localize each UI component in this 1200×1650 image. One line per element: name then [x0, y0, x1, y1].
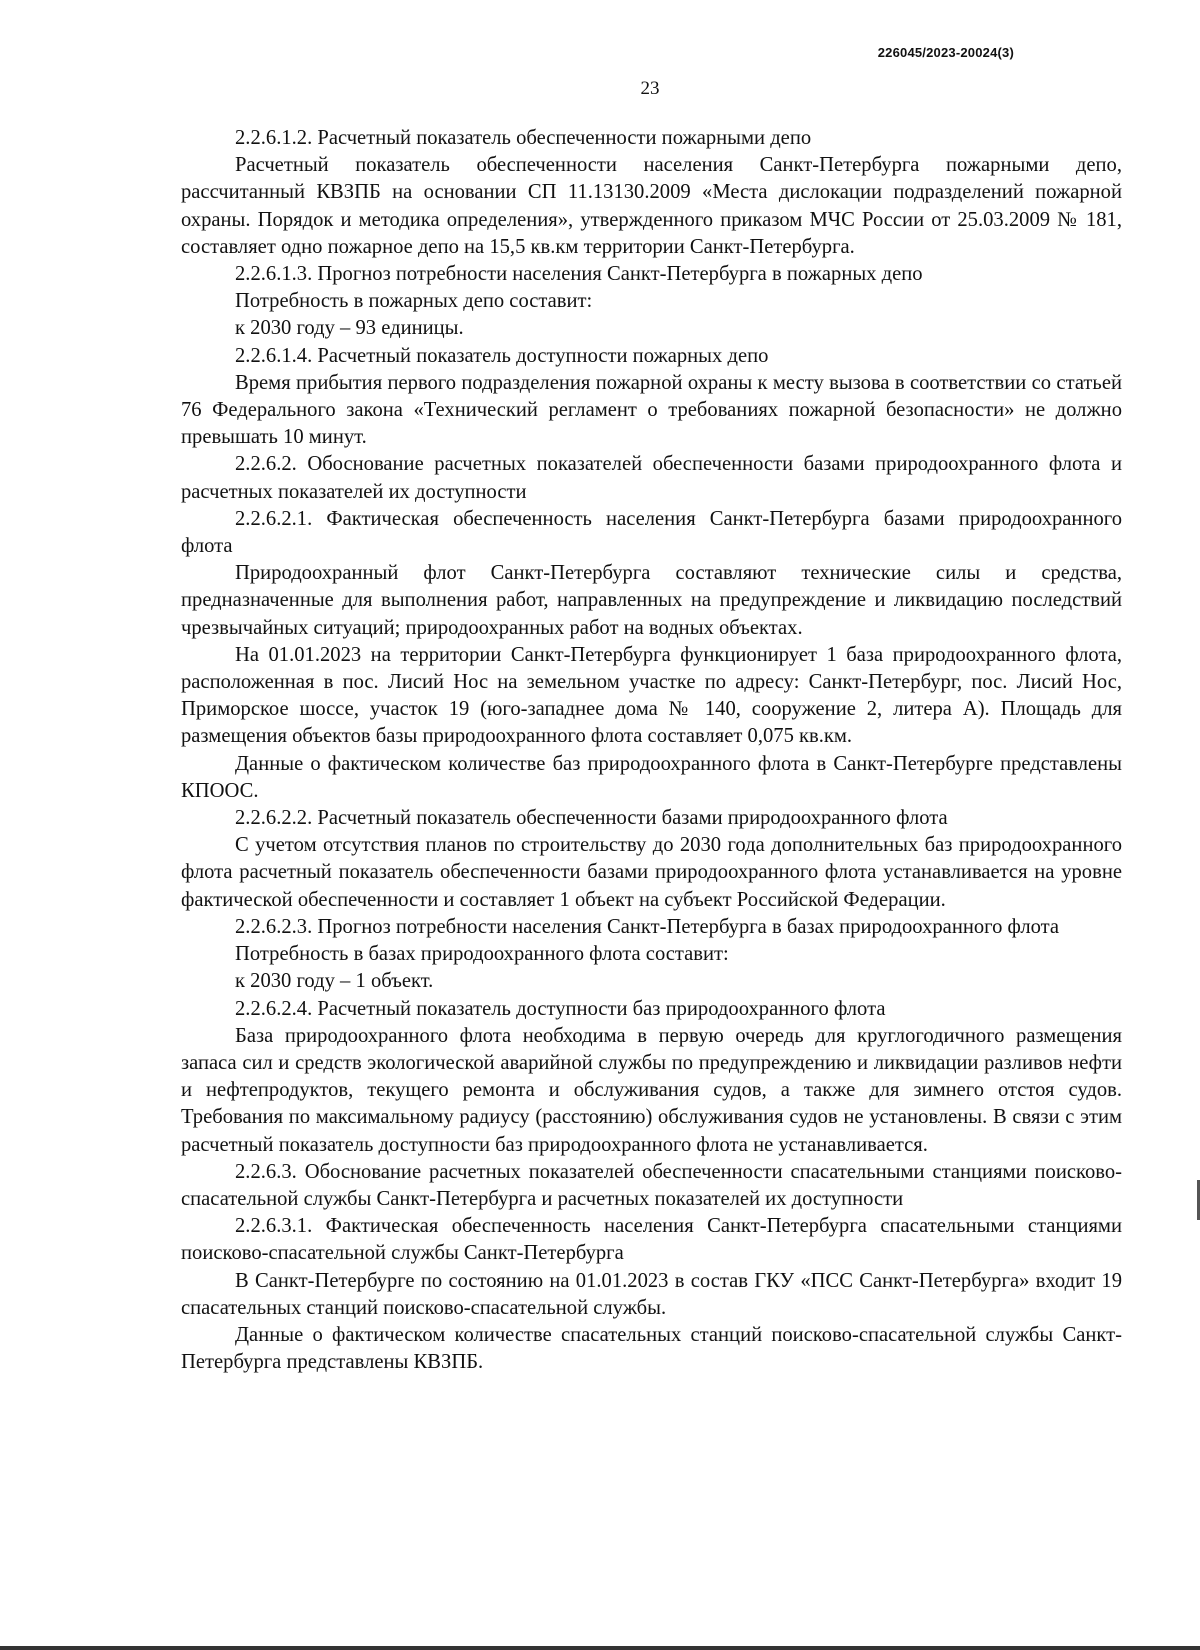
section-heading: 2.2.6.1.3. Прогноз потребности населения Санкт-Петербурга в пожарных депо: [235, 263, 923, 286]
page-number: 23: [640, 78, 660, 99]
paragraph: Расчетный показатель обеспеченности населения Санкт-Петербурга пожарными депо, рассчитанный КВЗПБ на основании СП 11.13130.2009 «Места дислокации подразделений пожарной охраны. Порядок и методика определения», утвержденного приказом МЧС России от 25.03.2009 № 181, составляет одно пожарное депо на 15,5 кв.км территории Санкт-Петербурга.: [181, 154, 1122, 258]
paragraph: В Санкт-Петербурге по состоянию на 01.01.2023 в состав ГКУ «ПСС Санкт-Петербурга» входит 19 спасательных станций поисково-спасательной службы.: [181, 1269, 1122, 1319]
paragraph: к 2030 году – 1 объект.: [235, 970, 434, 993]
paragraph: Данные о фактическом количестве спасательных станций поисково-спасательной службы Санкт-Петербурга представлены КВЗПБ.: [181, 1323, 1122, 1374]
document-registration-number: 226045/2023-20024(3): [877, 45, 1014, 60]
paragraph: Потребность в базах природоохранного флота составит:: [235, 943, 729, 966]
section-heading: 2.2.6.2.1. Фактическая обеспеченность населения Санкт-Петербурга базами природоохранного флота: [181, 507, 1122, 558]
paragraph: Потребность в пожарных депо составит:: [235, 290, 593, 313]
section-heading: 2.2.6.1.2. Расчетный показатель обеспеченности пожарными депо: [235, 127, 812, 149]
section-heading: 2.2.6.3. Обоснование расчетных показателей обеспеченности спасательными станциями поисково-спасательной службы Санкт-Петербурга и расчетных показателей их доступности: [181, 1160, 1122, 1210]
scan-bottom-edge: [0, 1646, 1200, 1650]
section-heading: 2.2.6.3.1. Фактическая обеспеченность населения Санкт-Петербурга спасательными станциями поисково-спасательной службы Санкт-Петербурга: [181, 1215, 1122, 1265]
section-heading: 2.2.6.2.4. Расчетный показатель доступности баз природоохранного флота: [235, 997, 886, 1020]
section-heading: 2.2.6.2.2. Расчетный показатель обеспеченности базами природоохранного флота: [235, 807, 948, 830]
paragraph: Данные о фактическом количестве баз природоохранного флота в Санкт-Петербурге представлены КПООС.: [181, 752, 1122, 802]
paragraph: Время прибытия первого подразделения пожарной охраны к месту вызова в соответствии со статьей 76 Федерального закона «Технический регламент о требованиях пожарной безопасности» не должно превышать 10 минут.: [181, 371, 1122, 449]
paragraph: С учетом отсутствия планов по строительству до 2030 года дополнительных баз природоохранного флота расчетный показатель обеспеченности базами природоохранного флота устанавливается на уровне фактической обеспеченности и составляет 1 объект на субъект Российской Федерации.: [181, 834, 1122, 911]
paragraph: База природоохранного флота необходима в первую очередь для круглогодичного размещения запаса сил и средств экологической аварийной службы по предупреждению и ликвидации разливов нефти и нефтепродуктов, текущего ремонта и обслуживания судов, а также для зимнего отстоя судов. Требования по максимальному радиусу (расстоянию) обслуживания судов не установлены. В связи с этим расчетный показатель доступности баз природоохранного флота не устанавливается.: [181, 1024, 1122, 1156]
paragraph: к 2030 году – 93 единицы.: [235, 317, 464, 340]
section-heading: 2.2.6.2.3. Прогноз потребности населения Санкт-Петербурга в базах природоохранного флота: [235, 915, 1060, 938]
section-heading: 2.2.6.2. Обоснование расчетных показателей обеспеченности базами природоохранного флота и расчетных показателей их доступности: [181, 453, 1122, 503]
document-body: [181, 125, 1122, 1376]
paragraph: Природоохранный флот Санкт-Петербурга составляют технические силы и средства, предназначенные для выполнения работ, направленных на предупреждение и ликвидацию последствий чрезвычайных ситуаций; природоохранных работ на водных объектах.: [181, 562, 1122, 639]
paragraph: На 01.01.2023 на территории Санкт-Петербурга функционирует 1 база природоохранного флота, расположенная в пос. Лисий Нос на земельном участке по адресу: Санкт-Петербург, пос. Лисий Нос, Приморское шоссе, участок 19 (юго-западнее дома № 140, сооружение 2, литера А). Площадь для размещения объектов базы природоохранного флота составляет 0,075 кв.км.: [181, 643, 1122, 748]
section-heading: 2.2.6.1.4. Расчетный показатель доступности пожарных депо: [235, 344, 769, 367]
